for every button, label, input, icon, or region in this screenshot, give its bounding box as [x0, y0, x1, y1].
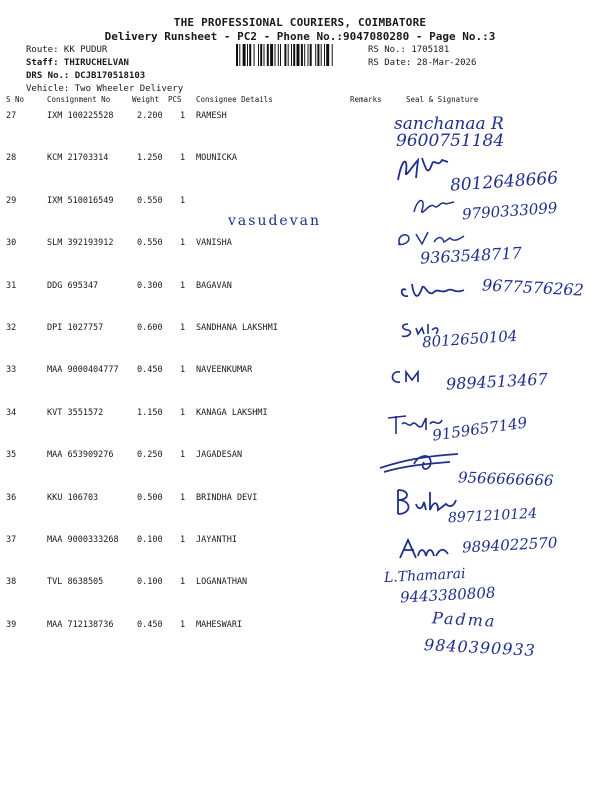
row-sno: 29: [6, 195, 17, 206]
barcode: [236, 44, 364, 66]
row-pcs: 1: [180, 323, 186, 333]
row-pcs: 1: [180, 365, 186, 376]
barcode-bar: [267, 44, 269, 66]
row-weight: 0.250: [137, 450, 163, 461]
hw-r34-phone: 9159657149: [431, 413, 529, 445]
signature-r29: [410, 194, 460, 222]
rs-date: RS Date: 28-Mar-2026: [368, 58, 477, 68]
signature-r37: [396, 536, 456, 562]
row-consignment: MAA 712138736: [47, 619, 114, 630]
col-sno: S No: [6, 95, 25, 104]
row-pcs: 1: [180, 280, 186, 291]
barcode-bar: [270, 44, 273, 66]
barcode-bar: [324, 44, 325, 66]
barcode-bar: [278, 44, 279, 66]
col-seal-signature: Seal & Signature: [406, 95, 479, 104]
row-sno: 38: [6, 577, 17, 588]
barcode-bar: [332, 44, 333, 66]
row-pcs: 1: [180, 577, 186, 588]
barcode-bar: [308, 44, 309, 66]
barcode-bar: [304, 44, 305, 66]
row-consignment: SLM 392193912: [47, 238, 114, 249]
row-sno: 34: [6, 407, 17, 418]
row-consignee: SANDHANA LAKSHMI: [196, 323, 278, 333]
row-consignment: MAA 9000404777: [47, 365, 119, 376]
hw-r28-phone: 8012648666: [449, 168, 559, 196]
row-consignee: JAYANTHI: [196, 535, 237, 545]
hw-r29-phone: 9790333099: [461, 198, 558, 224]
page-title: THE PROFESSIONAL COURIERS, COIMBATORE: [173, 16, 427, 29]
vehicle-label: Vehicle: Two Wheeler Delivery: [26, 84, 184, 94]
row-consignee: JAGADESAN: [196, 450, 243, 461]
barcode-bar: [275, 44, 276, 66]
hw-r31-phone: 9677576262: [481, 275, 585, 300]
row-consignment: IXM 510016549: [47, 195, 114, 206]
row-consignee: MOUNICKA: [196, 153, 237, 164]
barcode-bar: [243, 44, 246, 66]
row-consignee: VANISHA: [196, 238, 232, 249]
barcode-bar: [291, 44, 292, 66]
barcode-bar: [239, 44, 240, 66]
row-pcs: 1: [180, 450, 186, 461]
row-consignment: IXM 100225528: [47, 111, 114, 121]
rs-number: RS No.: 1705181: [368, 45, 450, 55]
row-consignment: KCM 21703314: [47, 153, 109, 164]
row-consignment: DDG 695347: [47, 280, 99, 291]
row-sno: 39: [6, 619, 17, 630]
row-weight: 0.500: [137, 492, 163, 503]
barcode-bar: [321, 44, 322, 66]
hw-r38-name: L.Thamarai: [383, 565, 466, 587]
barcode-bar: [288, 44, 289, 66]
staff-label: Staff: THIRUCHELVAN: [26, 58, 129, 68]
barcode-bar: [301, 44, 303, 66]
row-consignment: KVT 3551572: [47, 407, 104, 418]
drs-label: DRS No.: DCJB17051810З: [26, 71, 146, 81]
signature-r35: [374, 444, 464, 476]
row-weight: 0.600: [137, 323, 163, 333]
col-weight: Weight: [132, 95, 160, 104]
row-sno: 32: [6, 323, 17, 333]
row-pcs: 1: [180, 535, 186, 545]
barcode-bar: [249, 44, 251, 66]
col-consignee: Consignee Details: [196, 95, 273, 104]
row-pcs: 1: [180, 195, 186, 206]
row-pcs: 1: [180, 238, 186, 249]
hw-r39-phone: 9840390933: [423, 635, 537, 660]
hw-r33-phone: 9894513467: [445, 369, 549, 394]
hw-r27-name: sanchanaa R: [394, 114, 504, 134]
row-consignment: MAA 653909276: [47, 450, 114, 461]
barcode-bar: [258, 44, 259, 66]
row-consignment: MAA 9000333268: [47, 535, 119, 545]
row-sno: 28: [6, 153, 17, 164]
hw-r30-phone: 9363548717: [419, 243, 523, 268]
row-consignee: NAVEENKUMAR: [196, 365, 253, 376]
row-weight: 2.200: [137, 111, 163, 121]
row-sno: 31: [6, 280, 17, 291]
row-sno: 37: [6, 535, 17, 545]
hw-r36-phone: 8971210124: [447, 505, 538, 527]
barcode-bar: [293, 44, 295, 66]
row-consignee: LOGANATHAN: [196, 577, 248, 588]
row-weight: 1.150: [137, 407, 163, 418]
barcode-bar: [317, 44, 319, 66]
page-subtitle: Delivery Runsheet - PC2 - Phone No.:9047080280 - Page No.:3: [104, 30, 496, 43]
hw-r38-phone: 9443380808: [399, 583, 496, 607]
row-consignee: MAHESWARI: [196, 619, 243, 630]
hw-r37-phone: 9894022570: [461, 533, 558, 557]
hw-r32-phone: 8012650104: [421, 326, 518, 352]
col-pcs: PCS: [168, 95, 182, 104]
row-consignment: TVL 8638505: [47, 577, 104, 588]
barcode-bar: [326, 44, 329, 66]
row-consignment: KKU 106703: [47, 492, 99, 503]
row-consignment: DPI 1027757: [47, 323, 104, 333]
hw-r29-name-written: vasudevan: [228, 213, 321, 229]
col-consignment: Consignment No: [47, 95, 111, 104]
row-consignee: KANAGA LAKSHMI: [196, 407, 268, 418]
table-row: [0, 111, 600, 153]
row-pcs: 1: [180, 492, 186, 503]
row-pcs: 1: [180, 111, 186, 121]
hw-r35-phone: 9566666666: [457, 468, 554, 490]
row-weight: 0.300: [137, 280, 163, 291]
row-weight: 0.550: [137, 195, 163, 206]
route-label: Route: KK PUDUR: [26, 45, 108, 55]
signature-r33: [388, 366, 432, 388]
row-sno: 33: [6, 365, 17, 376]
row-weight: 0.450: [137, 365, 163, 376]
row-weight: 1.250: [137, 153, 163, 164]
hw-r39-name: Padma: [431, 608, 497, 631]
row-pcs: 1: [180, 407, 186, 418]
barcode-bar: [247, 44, 248, 66]
barcode-bar: [264, 44, 265, 66]
barcode-bar: [297, 44, 300, 66]
barcode-bar: [315, 44, 316, 66]
row-weight: 0.450: [137, 619, 163, 630]
row-sno: 30: [6, 238, 17, 249]
row-weight: 0.100: [137, 577, 163, 588]
barcode-bar: [236, 44, 238, 66]
row-pcs: 1: [180, 153, 186, 164]
barcode-bar: [310, 44, 312, 66]
row-consignee: BAGAVAN: [196, 280, 232, 291]
row-weight: 0.100: [137, 535, 163, 545]
barcode-bar: [254, 44, 255, 66]
barcode-bar: [284, 44, 286, 66]
signature-r31: [398, 278, 470, 304]
row-consignee: RAMESH: [196, 111, 227, 121]
row-sno: 27: [6, 111, 17, 121]
row-sno: 35: [6, 450, 17, 461]
row-consignee: BRINDHA DEVI: [196, 492, 258, 503]
barcode-bar: [260, 44, 262, 66]
barcode-bar: [280, 44, 281, 66]
col-remarks: Remarks: [350, 95, 382, 104]
hw-r27-phone: 9600751184: [396, 131, 505, 151]
row-pcs: 1: [180, 619, 186, 630]
row-sno: 36: [6, 492, 17, 503]
row-weight: 0.550: [137, 238, 163, 249]
table-row: [0, 577, 600, 619]
